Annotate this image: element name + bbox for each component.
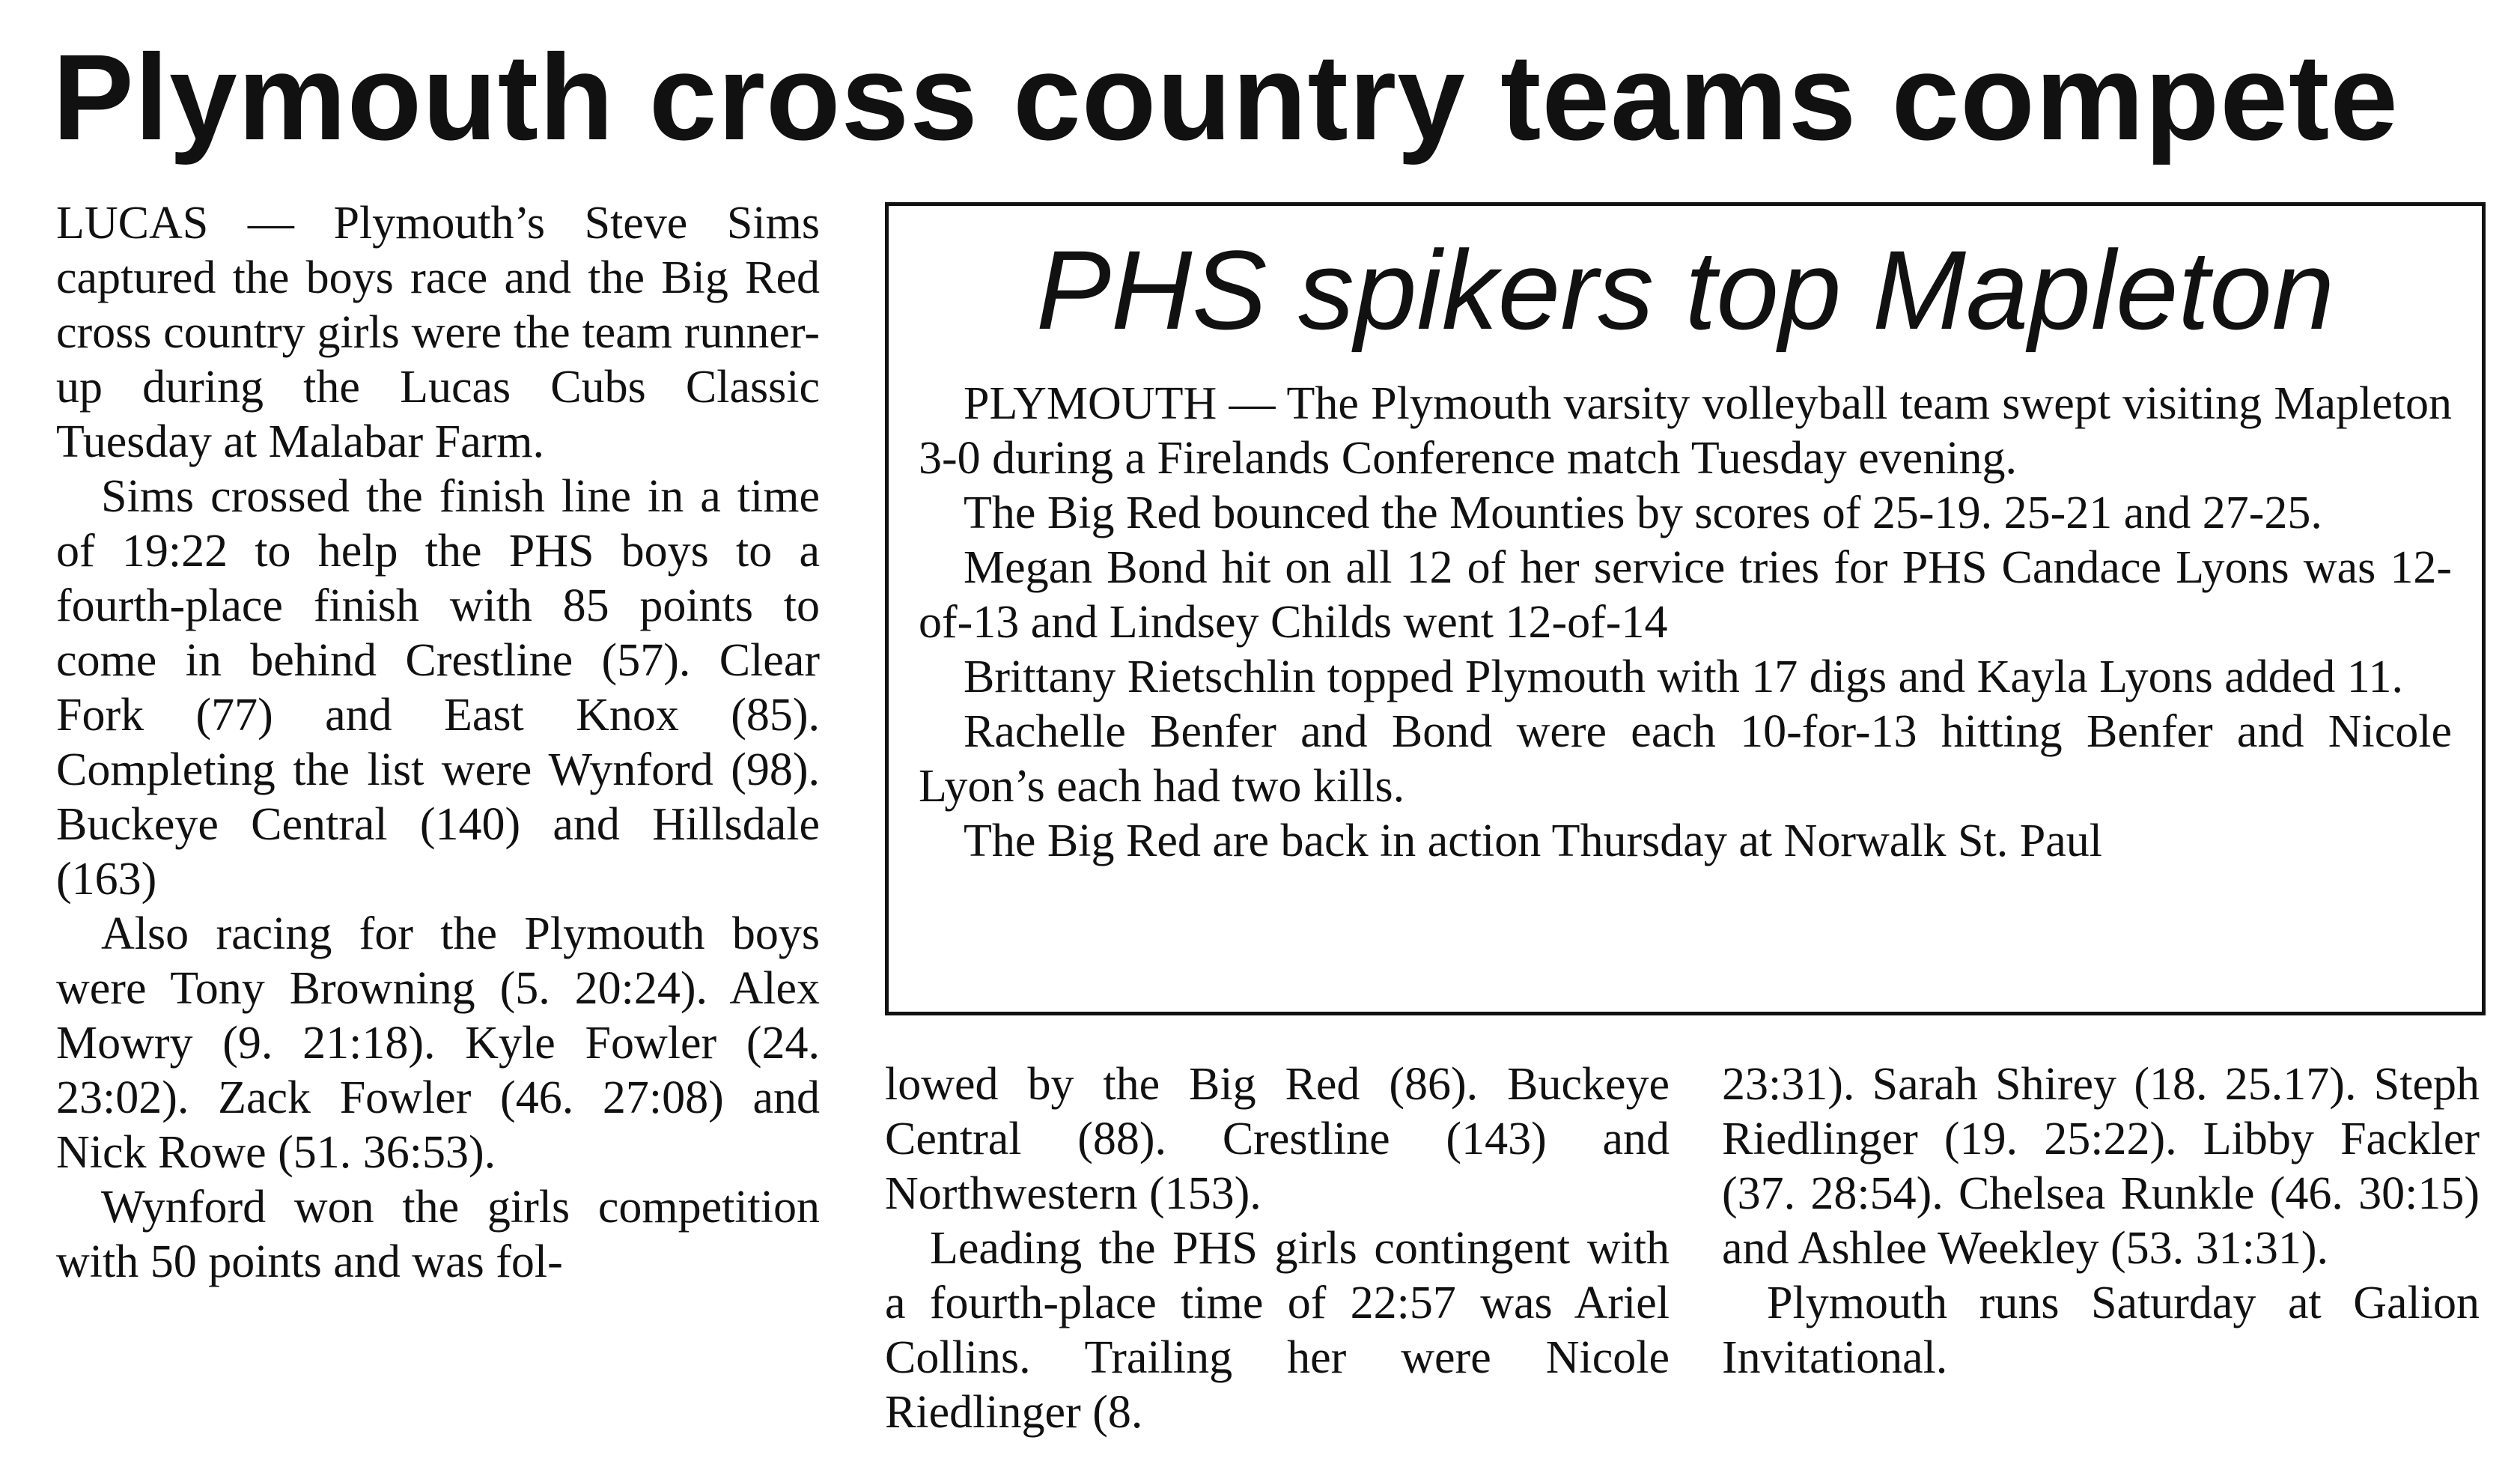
sidebar-paragraph: PLYMOUTH — The Plymouth varsity volleyball team swept visiting Mapleton 3-0 during a Firelands Conference match Tuesday evening. (919, 378, 2452, 484)
sidebar-body (919, 377, 2452, 869)
article-paragraph: lowed by the Big Red (86). Buckeye Central (88). Crestline (143) and Northwestern (153). (885, 1059, 1670, 1219)
article-column-2 (885, 1057, 1670, 1440)
sidebar-paragraph: Megan Bond hit on all 12 of her service tries for PHS Candace Lyons was 12-of-13 and Lindsey Childs went 12-of-14 (919, 542, 2452, 648)
article-paragraph: Plymouth runs Saturday at Galion Invitational. (1722, 1278, 2480, 1383)
sidebar-paragraph: The Big Red are back in action Thursday at Norwalk St. Paul (964, 815, 2102, 866)
sidebar-paragraph: Rachelle Benfer and Bond were each 10-for-13 hitting Benfer and Nicole Lyon’s each had two kills. (919, 706, 2452, 812)
article-paragraph: LUCAS — Plymouth’s Steve Sims captured the boys race and the Big Red cross country girls were the team runner-up during the Lucas Cubs Classic Tuesday at Malabar Farm. (56, 198, 820, 467)
article-paragraph: Leading the PHS girls contingent with a fourth-place time of 22:57 was Ariel Collins. Trailing her were Nicole Riedlinger (8. (885, 1223, 1670, 1438)
headline: Plymouth cross country teams compete (52, 28, 2399, 165)
article-paragraph: Also racing for the Plymouth boys were Tony Browning (5. 20:24). Alex Mowry (9. 21:18). Kyle Fowler (24. 23:02). Zack Fowler (46. 27:08) and Nick Rowe (51. 36:53). (56, 908, 820, 1178)
sidebar-title: PHS spikers top Mapleton (1035, 227, 2335, 353)
article-column-1 (56, 196, 820, 1290)
article-paragraph: Sims crossed the finish line in a time of 19:22 to help the PHS boys to a fourth-place finish with 85 points to come in behind Crestline (57). Clear Fork (77) and East Knox (85). Completing the list were Wynford (98). Buckeye Central (140) and Hillsdale (163) (56, 471, 820, 905)
sidebar-paragraph: Brittany Rietschlin topped Plymouth with 17 digs and Kayla Lyons added 11. (964, 651, 2403, 702)
article-paragraph: 23:31). Sarah Shirey (18. 25.17). Steph Riedlinger (19. 25:22). Libby Fackler (37. 28:54). Chelsea Runkle (46. 30:15) and Ashlee Weekley (53. 31:31). (1722, 1059, 2480, 1274)
article-column-3 (1722, 1057, 2480, 1385)
article-paragraph: Wynford won the girls competition with 50 points and was fol- (56, 1182, 820, 1287)
sidebar-paragraph: The Big Red bounced the Mounties by scores of 25-19. 25-21 and 27-25. (964, 487, 2322, 538)
sidebar-box (885, 202, 2486, 1015)
